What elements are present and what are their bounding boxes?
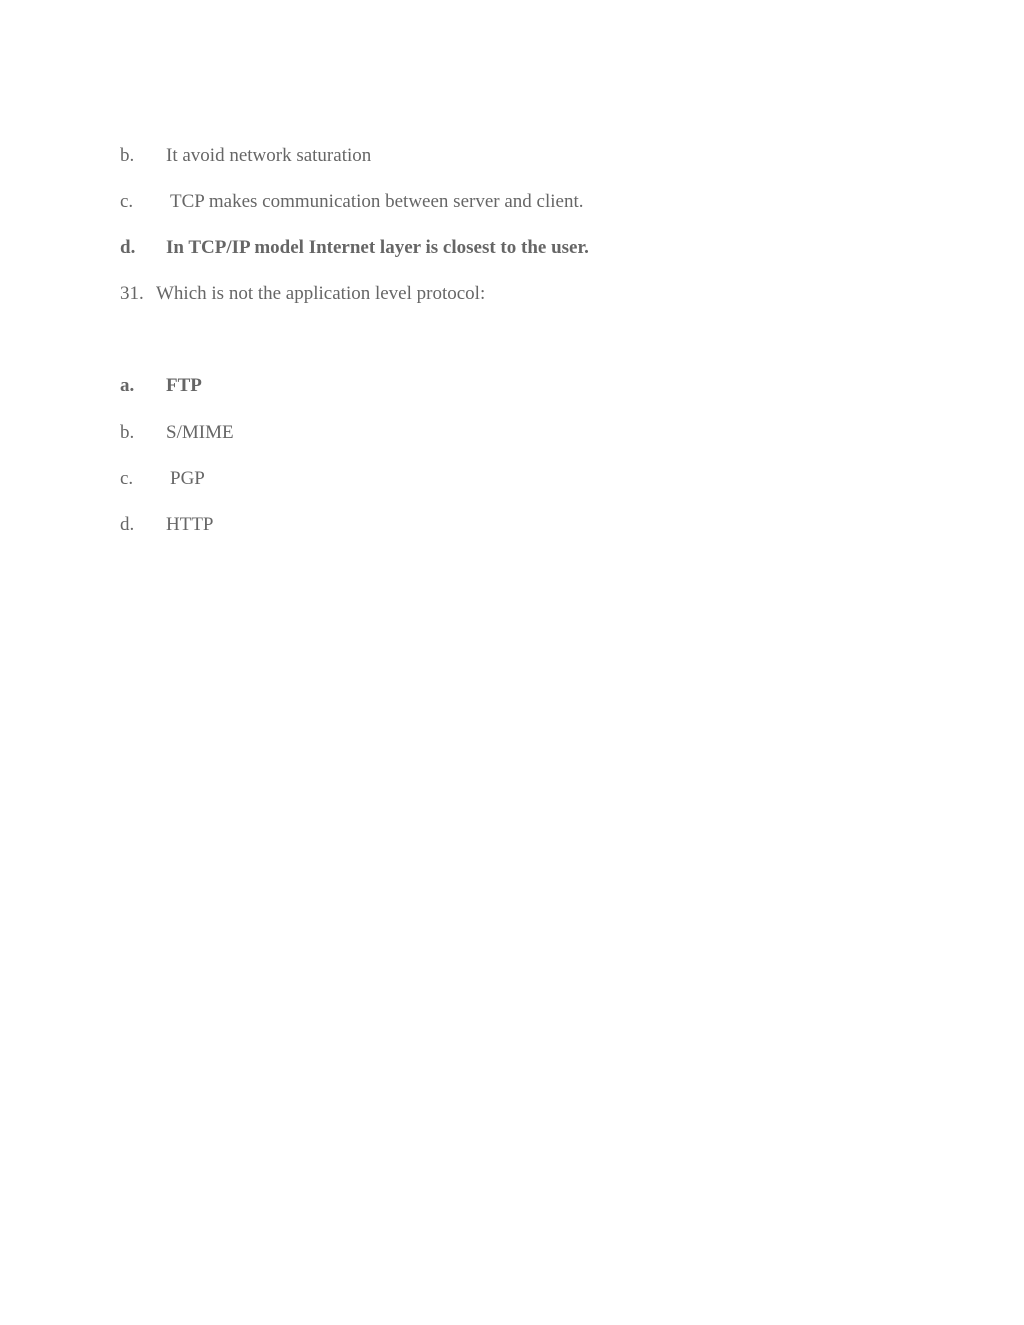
option-marker: a.: [120, 375, 135, 396]
option-text: PGP: [170, 468, 205, 489]
option-marker: c.: [120, 191, 134, 212]
option-marker: c.: [120, 468, 134, 489]
question-number: 31.: [120, 283, 144, 304]
option-text: In TCP/IP model Internet layer is closest to the user.: [166, 237, 589, 258]
option-text: It avoid network saturation: [166, 145, 372, 166]
option-c: [120, 467, 205, 491]
option-text: TCP makes communication between server and client.: [170, 191, 584, 212]
option-a-answer: [120, 374, 202, 398]
option-text: FTP: [166, 375, 202, 396]
option-text: S/MIME: [166, 422, 234, 443]
option-marker: d.: [120, 237, 136, 258]
option-d: [120, 513, 214, 537]
question-31: [120, 282, 485, 306]
option-b: [120, 421, 234, 445]
question-text: Which is not the application level protocol:: [156, 283, 486, 304]
option-marker: b.: [120, 145, 135, 166]
option-b-prev: [120, 144, 371, 168]
option-c-prev: [120, 190, 583, 214]
option-d-prev-answer: [120, 236, 589, 260]
option-marker: d.: [120, 514, 135, 535]
option-text: HTTP: [166, 514, 214, 535]
option-marker: b.: [120, 422, 135, 443]
